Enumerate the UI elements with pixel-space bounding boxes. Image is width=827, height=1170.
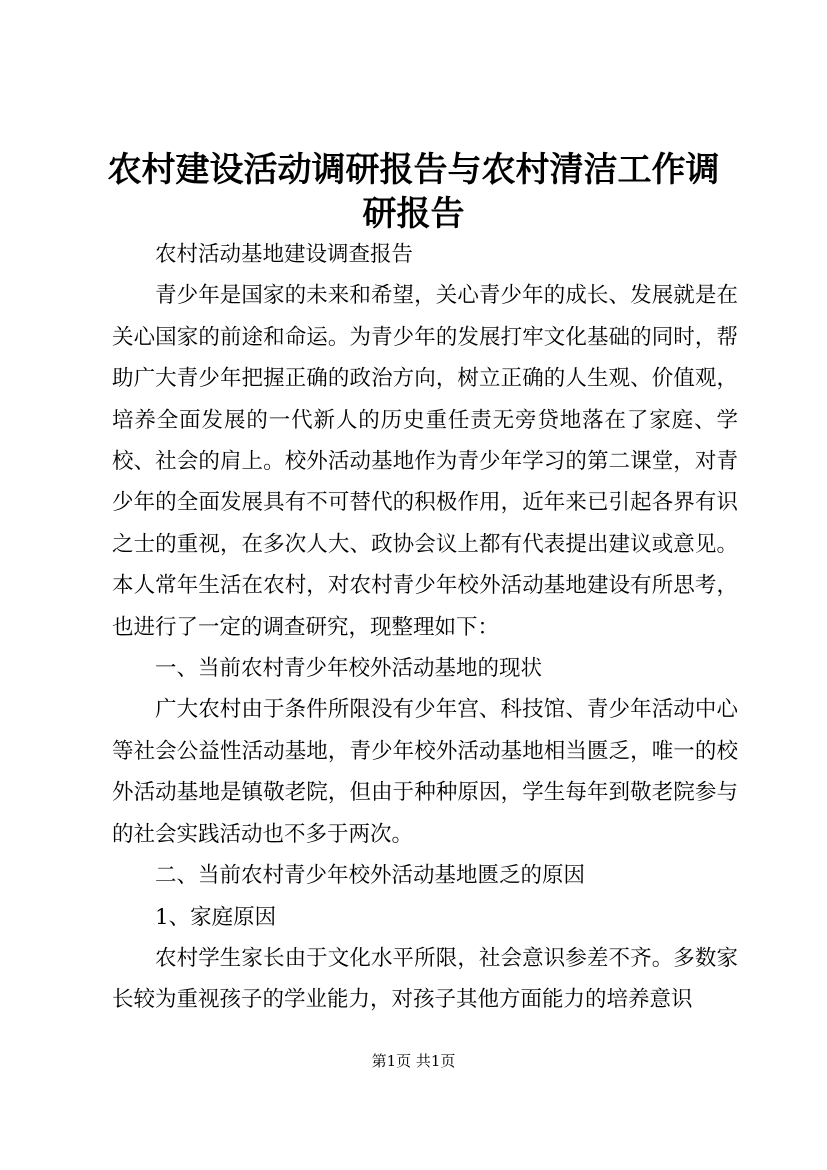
document-body [112,234,738,1021]
document-title: 农村建设活动调研报告与农村清洁工作调研报告 [107,150,720,234]
paragraph-family-reason: 农村学生家长由于文化水平所限，社会意识参差不齐。多数家长较为重视孩子的学业能力，对孩子其他方面能力的培养意识 [112,945,738,1013]
section-heading-2: 二、当前农村青少年校外活动基地匮乏的原因 [155,863,586,889]
section-heading-1: 一、当前农村青少年校外活动基地的现状 [155,656,543,682]
paragraph-subtitle: 农村活动基地建设调查报告 [155,242,414,267]
subsection-heading-1: 1、家庭原因 [155,904,277,930]
paragraph-status: 广大农村由于条件所限没有少年宫、科技馆、青少年活动中心等社会公益性活动基地，青少年校外活动基地相当匮乏，唯一的校外活动基地是镇敬老院，但由于种种原因，学生每年到敬老院参与的社会实践活动也不多于两次。 [112,697,738,847]
page-footer: 第1页 共1页 [371,1052,456,1070]
paragraph-intro: 青少年是国家的未来和希望，关心青少年的成长、发展就是在关心国家的前途和命运。为青少年的发展打牢文化基础的同时，帮助广大青少年把握正确的政治方向，树立正确的人生观、价值观，培养全面发展的一代新人的历史重任责无旁贷地落在了家庭、学校、社会的肩上。校外活动基地作为青少年学习的第二课堂，对青少年的全面发展具有不可替代的积极作用，近年来已引起各界有识之士的重视，在多次人大、政协会议上都有代表提出建议或意见。本人常年生活在农村，对农村青少年校外活动基地建设有所思考，也进行了一定的调查研究，现整理如下： [112,283,738,640]
